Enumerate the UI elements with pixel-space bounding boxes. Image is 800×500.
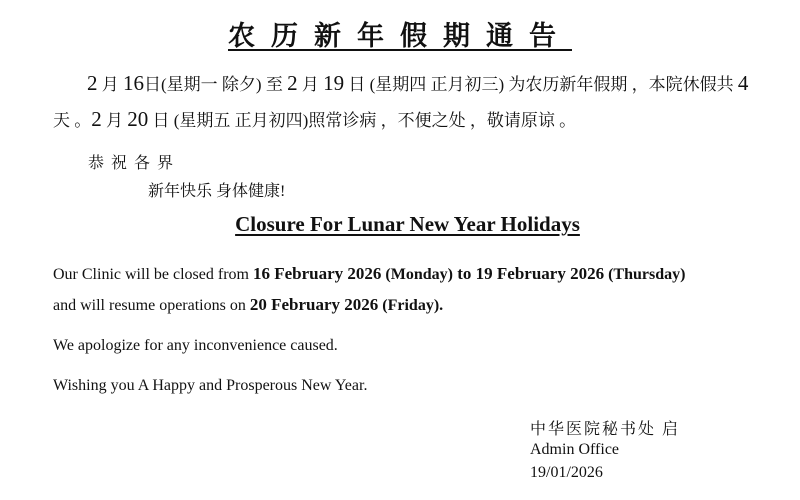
signature-date: 19/01/2026 [530, 464, 603, 481]
cn-text: 日(星期一 除夕) 至 [144, 75, 288, 94]
cn-text: 月 [101, 111, 128, 130]
english-apology-paragraph: We apologize for any inconvenience caused. [53, 337, 338, 354]
cn-count: 4 [737, 71, 749, 95]
en-date: 19 February 2026 [475, 264, 605, 283]
greeting-line-1: 恭祝各界 [88, 155, 181, 172]
cn-month: 2 [87, 71, 98, 95]
en-date: 20 February 2026 [249, 295, 379, 314]
english-closure-paragraph [53, 259, 783, 321]
cn-day: 20 [127, 107, 149, 131]
cn-text: 月 [101, 75, 119, 94]
cn-text: 日 (星期五 正月初四)照常诊病 ，不便之处 ，敬请原谅 。 [148, 111, 577, 130]
signature-office: Admin Office [530, 441, 620, 458]
signature-chinese: 中华医院秘书处 启 [530, 421, 681, 438]
chinese-title: 农历新年假期通告 [228, 21, 572, 51]
cn-month: 2 [287, 71, 298, 95]
en-date: 16 February 2026 [252, 264, 382, 283]
cn-day: 19 [323, 71, 345, 95]
cn-text: 日 (星期四 正月初三) 为农历新年假期 ，本院休假共 [344, 75, 738, 94]
cn-day: 16 [123, 71, 144, 95]
en-weekday: (Monday) [381, 266, 453, 283]
cn-text: 月 [297, 75, 324, 94]
en-text: to [452, 264, 476, 283]
greeting-line-2: 新年快乐 身体健康! [148, 183, 286, 200]
en-text: Our Clinic will be closed from [53, 266, 253, 283]
en-weekday: (Friday). [378, 297, 444, 314]
en-text: and will resume operations on [53, 297, 250, 314]
chinese-notice-paragraph [53, 66, 768, 138]
cn-month: 2 [91, 107, 102, 131]
english-title: Closure For Lunar New Year Holidays [235, 212, 580, 236]
cn-text: 天 。 [53, 111, 92, 130]
en-weekday: (Thursday) [604, 266, 686, 283]
english-wishes-paragraph: Wishing you A Happy and Prosperous New Year. [53, 377, 368, 394]
